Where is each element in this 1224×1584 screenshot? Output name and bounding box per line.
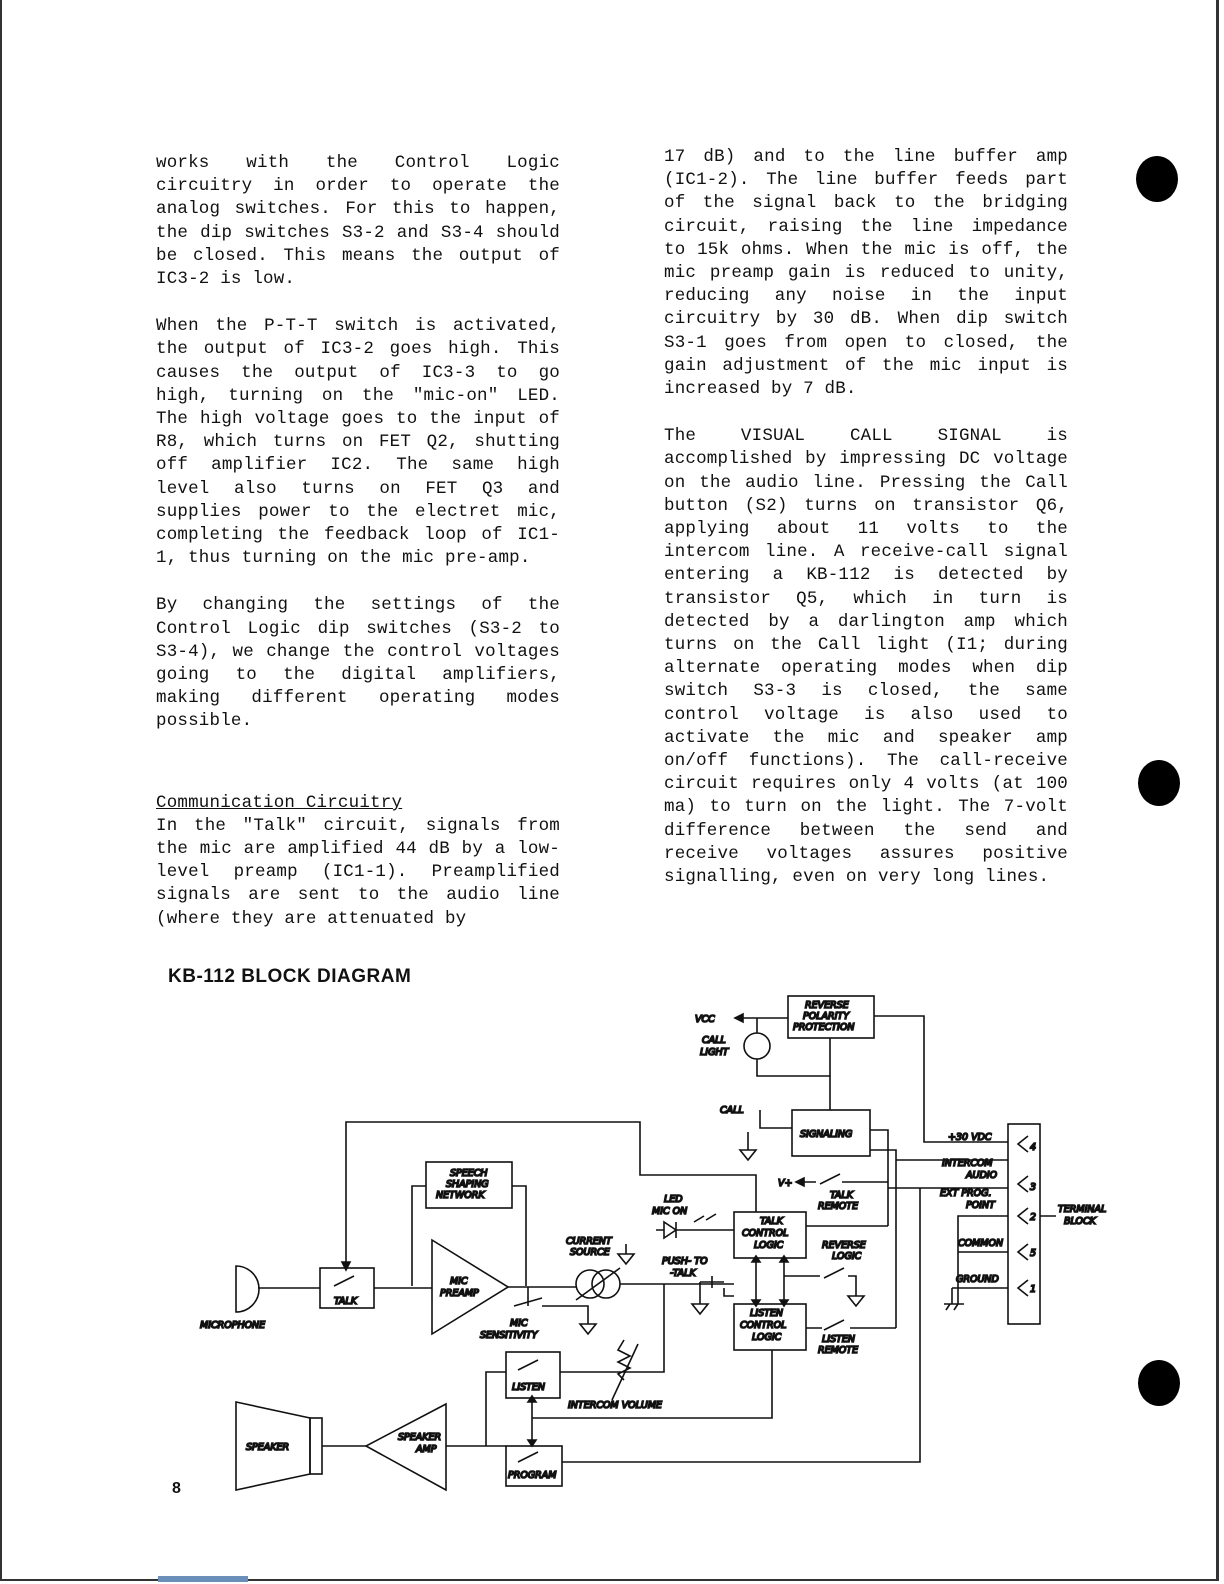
diagram-label: REVERSE bbox=[805, 1000, 849, 1011]
wire bbox=[508, 1287, 576, 1306]
diagram-label: CONTROL bbox=[742, 1228, 789, 1239]
diagram-label: 5 bbox=[1030, 1248, 1037, 1259]
diagram-label: PREAMP bbox=[440, 1288, 479, 1299]
call-light-icon bbox=[744, 1033, 770, 1059]
diagram-label: -TALK bbox=[670, 1268, 696, 1279]
diagram-label: +30 VDC bbox=[948, 1132, 992, 1143]
diagram-label: LISTEN bbox=[512, 1382, 546, 1393]
wire bbox=[784, 1276, 864, 1306]
diagram-label: BLOCK bbox=[1064, 1216, 1096, 1227]
diagram-label: LISTEN bbox=[750, 1308, 784, 1319]
diagram-label: REVERSE bbox=[822, 1240, 866, 1251]
diagram-label: REMOTE bbox=[818, 1201, 859, 1212]
diagram-label: LOGIC bbox=[752, 1332, 782, 1343]
diagram-label: LED bbox=[664, 1194, 683, 1205]
diagram-label: LIGHT bbox=[700, 1047, 729, 1058]
diagram-label: AUDIO bbox=[966, 1170, 998, 1181]
diagram-label: PROTECTION bbox=[793, 1022, 855, 1033]
diagram-label: 4 bbox=[1030, 1142, 1037, 1153]
wire bbox=[692, 1276, 734, 1314]
diagram-label: SHAPING bbox=[446, 1179, 489, 1190]
diagram-label: V+ bbox=[778, 1178, 793, 1189]
current-source-icon bbox=[592, 1270, 620, 1298]
arrow bbox=[752, 1256, 788, 1306]
wire bbox=[757, 1016, 1008, 1142]
diagram-label: TALK bbox=[334, 1296, 357, 1307]
diagram-label: CALL bbox=[702, 1035, 726, 1046]
wire bbox=[412, 1186, 526, 1286]
arrow bbox=[735, 1014, 743, 1022]
terminal-connectors bbox=[1018, 1136, 1028, 1296]
diagram-label: VCC bbox=[695, 1014, 715, 1025]
diagram-label: LISTEN bbox=[822, 1334, 856, 1345]
diagram-label: LOGIC bbox=[754, 1240, 784, 1251]
page-number: 8 bbox=[172, 1480, 181, 1497]
wire bbox=[756, 1258, 784, 1304]
diagram-label: SIGNALING bbox=[800, 1129, 853, 1140]
diagram-label: TALK bbox=[830, 1190, 853, 1201]
diagram-label: POINT bbox=[966, 1200, 995, 1211]
diagram-label: 2 bbox=[1030, 1212, 1037, 1223]
switch bbox=[820, 1174, 840, 1184]
paragraph: In the "Talk" circuit, signals from the mic are amplified 44 dB by a low-level preamp (IC1-1). Preamplified signals are sent to the audio line (where they are attenuated by bbox=[156, 815, 560, 929]
paragraph: By changing the settings of the Control Logic dip switches (S3-2 to S3-4), we change the control voltages going to the digital amplifiers, making different operating modes possible. bbox=[156, 595, 560, 732]
section-heading: Communication Circuitry bbox=[156, 792, 403, 813]
diagram-label: PROGRAM bbox=[508, 1470, 557, 1481]
paragraph: When the P-T-T switch is activated, the output of IC3-2 goes high. This causes the output of IC3-3 to go high, turning on the "mic-on" LED. The high voltage goes to the input of R8, which turns on FET Q2, shutting off amplifier IC2. The same high level also turns on FET Q3 and supplies power to the electret mic, completing the feedback loop of IC1-1, thus turning on the mic pre-amp. bbox=[156, 316, 560, 569]
arrow bbox=[796, 1178, 804, 1186]
diagram-label: CALL bbox=[720, 1105, 744, 1116]
switch bbox=[334, 1276, 354, 1286]
diagram-label: AMP bbox=[416, 1444, 437, 1455]
arrow bbox=[342, 1262, 350, 1270]
mic-preamp-triangle bbox=[432, 1240, 508, 1334]
led-rays bbox=[694, 1214, 716, 1222]
diagram-label: TALK bbox=[760, 1216, 783, 1227]
diagram-label: COMMON bbox=[958, 1238, 1004, 1249]
switch bbox=[824, 1268, 844, 1278]
led-icon bbox=[656, 1222, 734, 1238]
diagram-label: 1 bbox=[1030, 1284, 1037, 1295]
diagram-label: SPEAKER bbox=[398, 1432, 442, 1443]
switch bbox=[518, 1452, 538, 1462]
diagram-label: INTERCOM bbox=[942, 1158, 993, 1169]
diagram-label: NETWORK bbox=[436, 1190, 485, 1201]
diagram-label: LOGIC bbox=[832, 1251, 862, 1262]
diagram-label: PUSH- TO bbox=[662, 1256, 708, 1267]
microphone-icon bbox=[236, 1266, 259, 1312]
wire bbox=[944, 1216, 1056, 1310]
diagram-label: GROUND bbox=[956, 1274, 999, 1285]
diagram-label: CONTROL bbox=[740, 1320, 787, 1331]
diagram-label: EXT PROG. bbox=[940, 1188, 992, 1199]
diagram-label: SENSITIVITY bbox=[480, 1330, 538, 1341]
diagram-label: REMOTE bbox=[818, 1345, 859, 1356]
switch bbox=[824, 1320, 844, 1330]
diagram-label: MIC ON bbox=[652, 1206, 688, 1217]
diagram-label: TERMINAL bbox=[1058, 1204, 1107, 1215]
wire bbox=[346, 1122, 756, 1268]
diagram-label: SOURCE bbox=[570, 1247, 610, 1258]
switch bbox=[518, 1360, 538, 1370]
current-source-icon bbox=[576, 1270, 604, 1298]
diagram-label: CURRENT bbox=[566, 1236, 612, 1247]
diagram-label: MICROPHONE bbox=[200, 1320, 266, 1331]
diagram-label: SPEAKER bbox=[246, 1442, 290, 1453]
diagram-title: KB-112 BLOCK DIAGRAM bbox=[168, 966, 412, 987]
diagram-label: MIC bbox=[510, 1318, 528, 1329]
paragraph: works with the Control Logic circuitry in order to operate the analog switches. For this to happen, the dip switches S3-2 and S3-4 should be closed. This means the output of IC3-2 is low. bbox=[156, 153, 560, 290]
diagram-label: MIC bbox=[450, 1276, 468, 1287]
diagram-label: INTERCOM VOLUME bbox=[568, 1400, 663, 1411]
diagram-label: SPEECH bbox=[450, 1168, 488, 1179]
wire bbox=[560, 1284, 664, 1380]
paragraph: The VISUAL CALL SIGNAL is accomplished by impressing DC voltage on the audio line. Pressing the Call button (S2) turns on transistor Q6, applying about 11 volts to the intercom line. A receive-call signal entering a KB-112 is detected by transistor Q5, which in turn is detected by a darlington amp which turns on the Call light (I1; during alternate operating modes when dip switch S3-3 is closed, the same control voltage is also used to activate the mic and speaker amp on/off functions). The call-receive circuit requires only 4 volts (at 100 ma) to turn on the light. The 7-volt difference between the send and receive voltages assures positive signalling, even on very long lines. bbox=[664, 426, 1068, 888]
diagram-label: 3 bbox=[1030, 1182, 1037, 1193]
speaker-icon bbox=[310, 1418, 322, 1474]
diagram-label: POLARITY bbox=[803, 1011, 850, 1022]
paragraph: 17 dB) and to the line buffer amp (IC1-2). The line buffer feeds part of the signal back to the bridging circuit, raising the line impedance to 15k ohms. When the mic is off, the mic preamp gain is reduced to unity, reducing any noise in the input circuitry by 30 dB. When dip switch S3-1 goes from open to closed, the gain adjustment of the mic input is increased by 7 dB. bbox=[664, 147, 1068, 400]
